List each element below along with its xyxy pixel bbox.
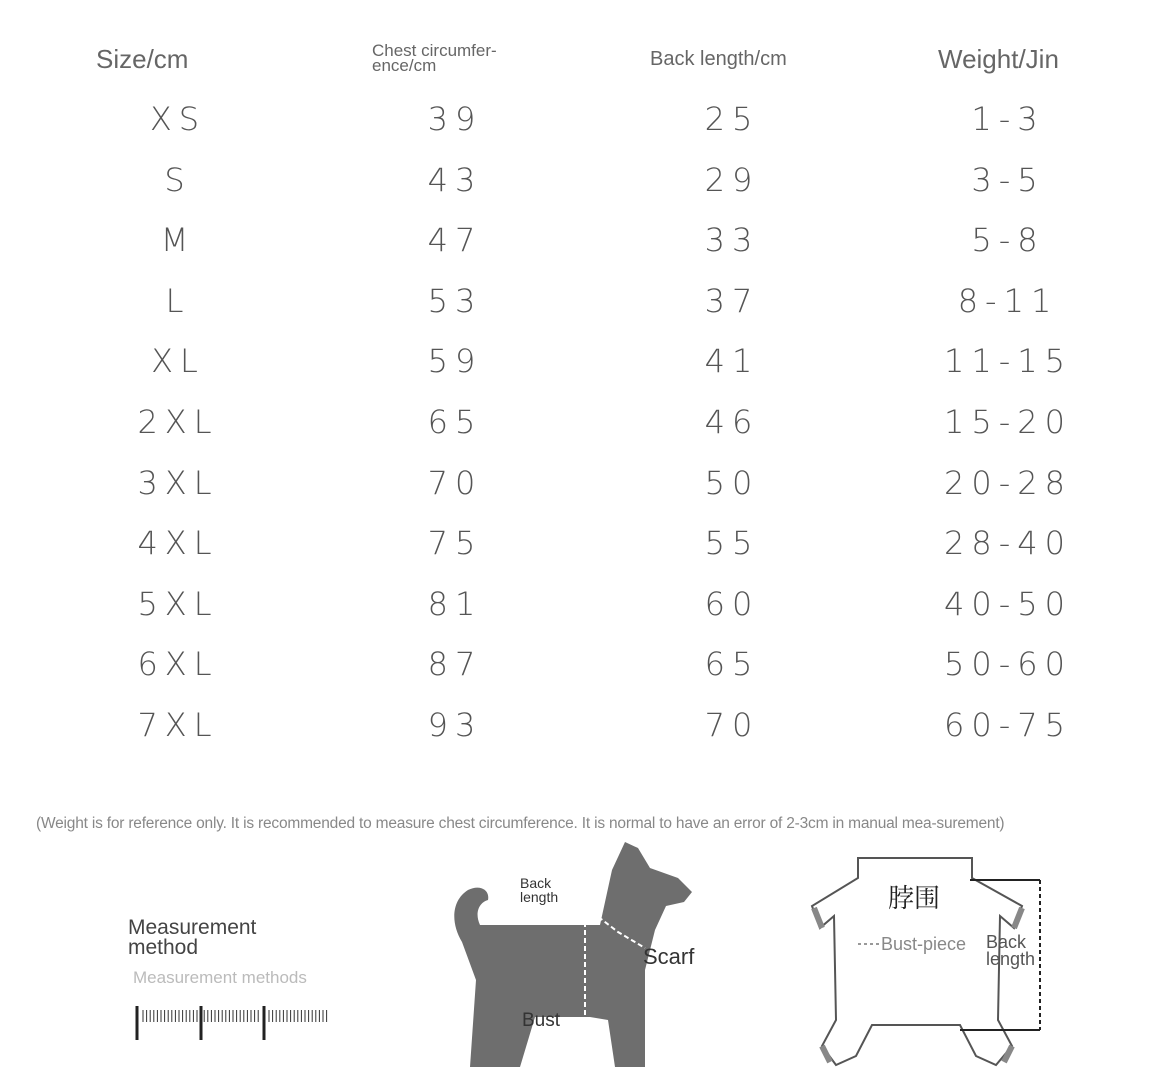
cell-weight: 60-75 (944, 705, 1072, 744)
ruler-icon (133, 1000, 333, 1044)
table-row (0, 90, 1170, 151)
dog-diagram (440, 830, 720, 1070)
cell-size: 6XL (137, 645, 219, 684)
table-row (0, 332, 1170, 393)
cell-chest: 43 (427, 160, 483, 199)
table-row (0, 635, 1170, 696)
cell-size: 4XL (137, 524, 219, 563)
cell-back-length: 65 (704, 645, 760, 684)
cell-size: 7XL (137, 705, 219, 744)
cell-chest: 75 (427, 524, 483, 563)
cell-back-length: 29 (704, 160, 760, 199)
cell-back-length: 60 (704, 584, 760, 623)
measurement-subtitle: Measurement methods (133, 968, 307, 987)
cell-chest: 87 (427, 645, 483, 684)
cell-weight: 15-20 (944, 402, 1072, 441)
table-row (0, 575, 1170, 636)
dog-scarf-label: Scarf (643, 944, 695, 969)
cell-weight: 5-8 (971, 221, 1045, 260)
cell-back-length: 70 (704, 705, 760, 744)
cell-chest: 65 (427, 402, 483, 441)
dog-bust-label: Bust (522, 1010, 561, 1031)
cell-back-length: 33 (704, 221, 760, 260)
cell-size: XS (149, 100, 207, 138)
cell-size: 5XL (137, 584, 219, 623)
cell-size: L (165, 281, 191, 320)
shirt-neck-label: 脖围 (888, 883, 941, 913)
cell-weight: 28-40 (944, 524, 1072, 563)
cell-size: S (164, 160, 192, 199)
table-body (0, 90, 1170, 757)
cell-weight: 1-3 (971, 100, 1045, 138)
cell-chest: 47 (427, 221, 483, 260)
header-size: Size/cm (96, 44, 189, 74)
cell-weight: 20-28 (944, 463, 1072, 502)
shirt-outline-icon (800, 850, 1100, 1067)
shirt-diagram (800, 850, 1100, 1067)
table-row (0, 696, 1170, 757)
cell-back-length: 55 (704, 524, 760, 563)
cell-size: 3XL (137, 463, 219, 502)
cell-size: M (160, 221, 196, 260)
cell-chest: 81 (427, 584, 483, 623)
cell-chest: 93 (427, 705, 483, 744)
shirt-back-length-label: Back length (986, 932, 1036, 969)
table-row (0, 272, 1170, 333)
cell-back-length: 41 (704, 342, 760, 381)
header-chest-text: Chest circumfer- ence/cm (372, 41, 497, 75)
cell-weight: 11-15 (944, 342, 1072, 381)
table-row (0, 211, 1170, 272)
cell-weight: 40-50 (944, 584, 1072, 623)
cell-back-length: 37 (704, 281, 760, 320)
cell-back-length: 50 (704, 463, 760, 502)
measurement-note: (Weight is for reference only. It is recommended to measure chest circumference. It is normal to have an error of 2-3cm in manual mea-surement) (36, 815, 1005, 832)
cell-size: 2XL (137, 402, 219, 441)
dog-back-length-label: Back length (520, 875, 559, 905)
shirt-bust-piece-label: Bust-piece (881, 934, 967, 954)
table-row (0, 151, 1170, 212)
cell-weight: 50-60 (944, 645, 1072, 684)
table-row (0, 393, 1170, 454)
cell-size: XL (151, 342, 205, 381)
cell-chest: 70 (427, 463, 483, 502)
header-chest (372, 43, 552, 73)
cell-chest: 53 (427, 281, 483, 320)
cell-weight: 8-11 (957, 281, 1059, 320)
table-row (0, 454, 1170, 515)
cell-chest: 39 (427, 100, 483, 138)
cell-weight: 3-5 (971, 160, 1045, 199)
measurement-title: Measurement method (128, 916, 257, 959)
header-back-length: Back length/cm (650, 48, 787, 70)
table-row (0, 514, 1170, 575)
cell-back-length: 46 (704, 402, 760, 441)
cell-chest: 59 (427, 342, 483, 381)
cell-back-length: 25 (704, 100, 760, 138)
header-weight: Weight/Jin (938, 44, 1059, 74)
